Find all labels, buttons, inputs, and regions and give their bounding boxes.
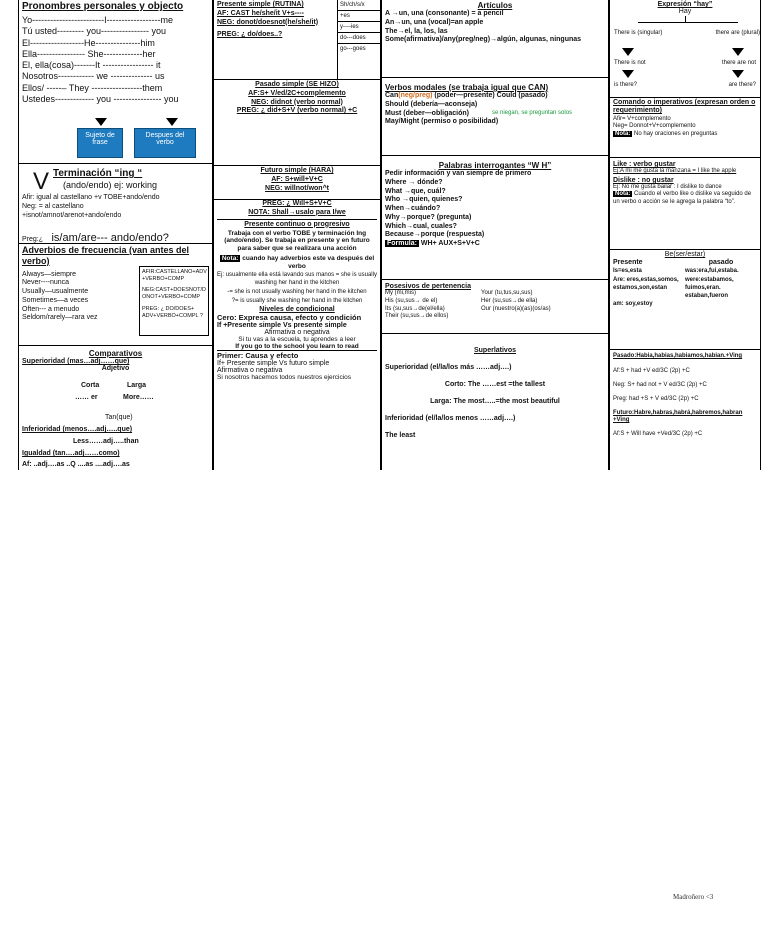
commands-title: Comando o imperativos (expresan orden o requerimiento) — [613, 99, 756, 115]
comparatives-title: Comparativos — [88, 349, 143, 358]
equality-label: Igualdad (tan….adj……como) — [22, 450, 120, 457]
be-cell: were:estabamos, fuimos,eran. estaban,fueron — [685, 276, 734, 299]
adverb-item: Often--- a menudo — [22, 305, 80, 313]
question-word: Pedir información y van siempre de primero — [385, 170, 532, 177]
be-cell — [685, 300, 757, 308]
arrow-down-icon — [622, 70, 634, 78]
long-label: Larga — [127, 382, 147, 389]
commands-section — [610, 98, 760, 158]
there-are-not: there are not — [721, 60, 756, 66]
note-text: Cuando el verbo like o dislike va seguido de un verbo o acción se le agrega la palabra “to”. — [613, 191, 752, 205]
conditional-section — [214, 306, 380, 381]
question-word: What →que, cuál? — [385, 187, 446, 195]
past-perfect-title: Pasado:Habia,habias,habiamos,habian.+Ving — [613, 353, 743, 359]
be-cell: Is=es,esta — [613, 268, 642, 275]
adverb-item: Usually—usualmente — [22, 288, 89, 296]
zero-conditional-example-en: If you go to the school you learn to read — [217, 343, 377, 351]
question-word: When→cuándo? — [385, 205, 441, 212]
possessive-item: Their (su,sus→de ellos) — [385, 313, 449, 320]
formula-line — [385, 240, 605, 249]
commands-neg: Neg= Donnot+V+complemento — [613, 123, 696, 130]
future-perfect-af: Af:S + Will have +Ved/3C (2p) +C — [613, 430, 703, 437]
present-simple-af: AF: CAST he/she/it V+s---- — [217, 9, 304, 17]
present-simple-neg: NEG: donot/doesnot(he/she/it) — [217, 18, 319, 26]
ing-rule-line: Afir: igual al castellano +v TOBE+ando/endo — [22, 194, 160, 201]
past-simple-neg: NEG: didnot (verbo normal) — [251, 98, 343, 106]
inferiority-label: Inferioridad (menos….adj…..que) — [22, 426, 133, 433]
modal-can-word: Can — [385, 92, 399, 99]
possessive-item: Your (tu,tus,su,sus) — [481, 290, 533, 296]
article-line: An→un, una (vocal)=an apple — [385, 18, 484, 26]
hay-branch-line — [638, 22, 738, 23]
note-label: Nota: — [615, 191, 631, 198]
adverb-item: Always—siempre — [22, 270, 77, 278]
hay-branch-stem — [685, 16, 686, 22]
future-simple-neg: NEG: willnot/won^t — [265, 184, 329, 192]
be-title: Be(ser/estar) — [664, 251, 706, 258]
commands-afir: Afir= V+complemento — [613, 115, 671, 122]
ing-question-text: is/am/are--- ando/endo? — [51, 232, 169, 244]
adverb-item: Sometimes—a veces — [22, 296, 89, 304]
adjective-label: Adjetivo — [101, 365, 130, 372]
superlative-superiority: Superioridad (el/la/los más ……adj….) — [385, 364, 512, 371]
ing-rule-line: Neg: = al castellano — [22, 202, 84, 210]
first-conditional-if: If+ Presente simple Vs futuro simple — [217, 360, 330, 368]
arrow-down-icon — [732, 70, 744, 78]
first-conditional-af: Afirmativa o negativa — [217, 367, 283, 375]
adverbs-section — [19, 244, 212, 346]
more-label: More…… — [123, 394, 154, 401]
be-present-header: Presente — [613, 259, 643, 266]
pronoun-row: Tú usted--------- you---------------- you — [22, 26, 166, 37]
possessives-grid — [385, 290, 605, 321]
question-word: Where → dónde? — [385, 178, 443, 186]
possessive-item: Its (su,sus→de(el/ella) — [385, 305, 445, 312]
possessive-item: His (su,sus→ de el) — [385, 297, 438, 304]
pronoun-row: El------------------He---------------him — [22, 37, 155, 48]
zero-conditional-af: Afirmativa o negativa — [264, 329, 330, 337]
past-perfect-neg: Neg: S+ had not + V ed/3C (2p) +C — [613, 382, 707, 389]
adverb-rule: NEG:CAST+DOESNOT/D ONOT+VERBO+COMP — [142, 287, 207, 301]
possessive-item: Her (su,sus→de ella) — [481, 297, 538, 304]
question-word: Who →quien, quienes? — [385, 196, 463, 204]
is-there: is there? — [614, 82, 638, 88]
less-label: Less……adj…..than — [73, 438, 139, 445]
note-label: Nota: — [615, 130, 631, 137]
modal-can-meaning: (poder—presente) Could (pasado) — [432, 92, 548, 99]
question-word: Which→cual, cuales? — [385, 222, 457, 230]
present-simple-title: Presente simple (RUTINA) — [217, 1, 304, 8]
question-word: Why→porque? (pregunta) — [385, 213, 472, 221]
pronoun-row: Yo------------------------I------------------me — [22, 15, 174, 25]
possessives-title: Posesivos de pertenencia — [385, 283, 471, 290]
comparatives-section — [19, 346, 212, 470]
question-words-title: Palabras interrogantes “W H” — [438, 161, 552, 170]
article-line: The→el, la, los, las — [385, 27, 448, 35]
column-articles — [381, 0, 609, 470]
superlative-short: Corto: The ……est =the tallest — [444, 381, 546, 388]
commands-note — [613, 131, 757, 139]
possessives-section — [382, 280, 608, 334]
ending-rule: +es — [338, 11, 380, 22]
er-label: …… er — [75, 394, 98, 401]
superiority-label: Superioridad (mas…adj……que) — [22, 358, 130, 365]
there-is-not: There is not — [614, 60, 646, 66]
be-cell: was:era,fui,estaba. — [685, 268, 739, 275]
superlative-least: The least — [385, 432, 416, 439]
like-title: Like : verbo gustar — [613, 161, 676, 168]
pronoun-row: Ella---------------- She-------------her — [22, 48, 156, 59]
continuous-example: Ej: usualmente ella está lavando sus manos = she is usually washing her hand in the kitchen — [217, 272, 377, 286]
be-cell: Are: eres,estas,somos, estamos,son,estan — [613, 276, 679, 291]
be-cell: am: soy,estoy — [613, 300, 653, 307]
modal-line: Should (debería—aconseja) — [385, 100, 478, 108]
modal-line: Must (deber—obligación) — [385, 109, 469, 117]
adverb-rule: PREG: ¿ DO/DOES+ ADV+VERBO+COMPL ? — [142, 305, 203, 319]
past-perfect-preg: Preg: had +S + V ed/3C (2p) +C — [613, 396, 699, 403]
modals-green-note: se niegan, se preguntan solos — [492, 110, 573, 116]
future-simple-section — [214, 166, 380, 200]
ending-rule: y----ies — [338, 22, 380, 33]
superlative-inferiority: Inferioridad (el/la/los menos ……adj….) — [385, 415, 516, 422]
superlatives-section — [382, 334, 608, 440]
pronoun-row: Nosotros------------ we -------------- us — [22, 71, 165, 82]
be-past-header: pasado — [708, 259, 734, 266]
zero-conditional-if: If +Presente simple Vs presente simple — [217, 322, 347, 330]
past-simple-preg: PREG: ¿ did+S+V (verbo normal) +C — [236, 107, 358, 115]
continuous-question: ?= is usually she washing her hand in the kitchen — [231, 298, 363, 305]
column-tenses — [213, 0, 381, 470]
question-words-section — [382, 156, 608, 280]
be-grid — [613, 258, 757, 308]
arrow-down-icon — [622, 48, 634, 56]
past-simple-af: AF:S+ V/ed/2C+complemento — [248, 89, 346, 97]
adverbs-rule-box — [139, 266, 209, 336]
future-simple-af: AF: S+will+V+C — [271, 175, 323, 183]
ing-question-label: Preg:¿ — [22, 236, 44, 243]
ing-subtitle: (ando/endo) ej: working — [63, 180, 158, 190]
are-there: are there? — [728, 82, 756, 88]
question-word: Because→porque (respuesta) — [385, 231, 485, 239]
dislike-example: Ej: No me gusta bailar : I dislike to dance — [613, 184, 722, 191]
past-simple-title: Pasado simple (SE HIZO) — [255, 81, 339, 88]
arrow-down-icon — [166, 118, 178, 126]
pronouns-title: Pronombres personales y objecto — [22, 1, 184, 12]
continuous-text: Trabaja con el verbo TOBE y terminación Ing (ando/endo). Se trabaja en presente y en futuro para saber que se realizara una acción — [224, 229, 370, 253]
formula-text: WH+ AUX+S+V+C — [420, 240, 480, 247]
cheat-sheet — [18, 0, 761, 470]
superlative-long: Larga: The most…..=the most beautiful — [430, 398, 560, 405]
pronouns-list — [22, 15, 209, 105]
dislike-title: Dislike : no gustar — [613, 177, 674, 185]
pronouns-section — [19, 0, 212, 164]
pronoun-row: Ustedes------------- you ---------------- you — [22, 93, 179, 104]
adverb-item: Seldom/rarely—rara vez — [22, 314, 98, 322]
present-simple-preg: PREG: ¿ do/does..? — [217, 31, 283, 39]
ending-rule: go---goes — [340, 46, 366, 52]
there-are: there are (plural) — [715, 30, 760, 36]
short-label: Corta — [81, 382, 100, 389]
ing-title: Terminación “ing “ — [53, 168, 143, 179]
adverbs-title: Adverbios de frecuencia (van antes del verbo) — [22, 245, 190, 266]
ing-section — [19, 164, 212, 244]
ing-question — [22, 228, 169, 244]
column-expressions — [609, 0, 761, 470]
conditional-title: Niveles de condicional — [259, 306, 335, 314]
article-line: A →un, una (consonante) = a pencil — [385, 10, 504, 17]
possessive-item — [481, 313, 605, 321]
future-simple-note: NOTA: Shall→usalo para I/we — [217, 209, 377, 220]
zero-conditional-example: Si tu vas a la escuela, tu aprendes a leer — [238, 336, 356, 344]
first-conditional: Primer: Causa y efecto — [217, 351, 299, 361]
article-line: Some(afirmativa)/any(preg/neg)→algún, algunas, ningunas — [385, 36, 582, 44]
verb-ending-box — [337, 0, 380, 79]
continuous-note — [217, 255, 377, 271]
column-pronouns — [18, 0, 213, 470]
after-verb-label-box: Despues del verbo — [134, 128, 196, 158]
ing-rules — [22, 194, 160, 220]
hay-section — [610, 0, 760, 98]
past-perfect-af: Af:S + had +V ed/3C (2p) +C — [613, 368, 690, 375]
pronoun-row: El, ella(cosa)-------It ----------------- it — [22, 60, 161, 70]
arrow-down-icon — [95, 118, 107, 126]
note-label: Nota: — [221, 254, 239, 262]
pronoun-row: Ellos/ -----– They -----------------them — [22, 82, 163, 93]
present-simple-section — [214, 0, 380, 80]
note-text: No hay oraciones en preguntas — [634, 130, 718, 137]
tan-label: Tan(que) — [105, 414, 133, 421]
possessive-item: Our (nuestro(a)(as)(os/as) — [481, 305, 551, 312]
future-simple-preg: PREG: ¿ Will+S+V+C — [262, 200, 332, 207]
ending-rule: do---does — [338, 33, 380, 44]
articles-title: Artículos — [477, 1, 513, 10]
continuous-title: Presente continuo o progresivo — [244, 220, 350, 228]
modal-can — [385, 92, 605, 101]
modals-title: Verbos modales (se trabaja igual que CAN) — [385, 83, 549, 92]
past-simple-section — [214, 80, 380, 166]
ending-rule: Sh/ch/s/x — [338, 0, 380, 11]
first-conditional-example: Si nosotros hacemos todos nuestros ejercicios — [217, 374, 352, 382]
like-section — [610, 158, 760, 250]
perfect-section — [610, 350, 760, 438]
zero-conditional: Cero: Expresa causa, efecto y condición — [217, 313, 362, 323]
verb-v-letter: V — [33, 168, 50, 195]
adverb-item: Never----nunca — [22, 279, 70, 287]
adverb-rule: AFIR:CASTELLANO+ADV +VERBO+COMP — [142, 269, 207, 283]
articles-section — [382, 0, 608, 78]
be-section — [610, 250, 760, 350]
modal-line: May/Might (permiso o posibilidad) — [385, 118, 499, 126]
like-note — [613, 191, 757, 205]
signature: Madroñero <3 — [673, 893, 714, 901]
present-simple-block — [217, 1, 335, 40]
superlatives-title: Superlativos — [473, 347, 516, 354]
continuous-section — [214, 220, 380, 307]
possessive-item: My (mi,mis) — [385, 290, 416, 296]
future-simple-title: Futuro simple (HARA) — [260, 167, 334, 174]
there-is: There is (singular) — [614, 30, 663, 36]
continuous-negative: -= she is not usually washing her hand in the kitchen — [227, 288, 367, 295]
like-example: Ej:A mi me gusta la manzana = I like the apple — [613, 168, 737, 174]
formula-label: Formula: — [387, 240, 417, 247]
hay-word: Hay — [678, 8, 692, 15]
future-perfect-title: Futuro:Habre,habras,habrá,habremos,habran +Ving — [613, 410, 743, 424]
modal-can-note: (neg/preg) — [398, 92, 433, 99]
hay-title: Expresión “hay” — [657, 1, 713, 8]
arrow-down-icon — [732, 48, 744, 56]
modals-section — [382, 78, 608, 156]
equality-example: Af: ..adj….as ..Q ....as ....adj….as — [22, 461, 130, 468]
future-simple-more — [214, 200, 380, 220]
note-text: cuando hay adverbios este va después del verbo — [242, 254, 375, 270]
subject-label-box: Sujeto de frase — [77, 128, 123, 158]
ing-rule-line: +isnot/amnot/arenot+ando/endo — [22, 211, 122, 219]
